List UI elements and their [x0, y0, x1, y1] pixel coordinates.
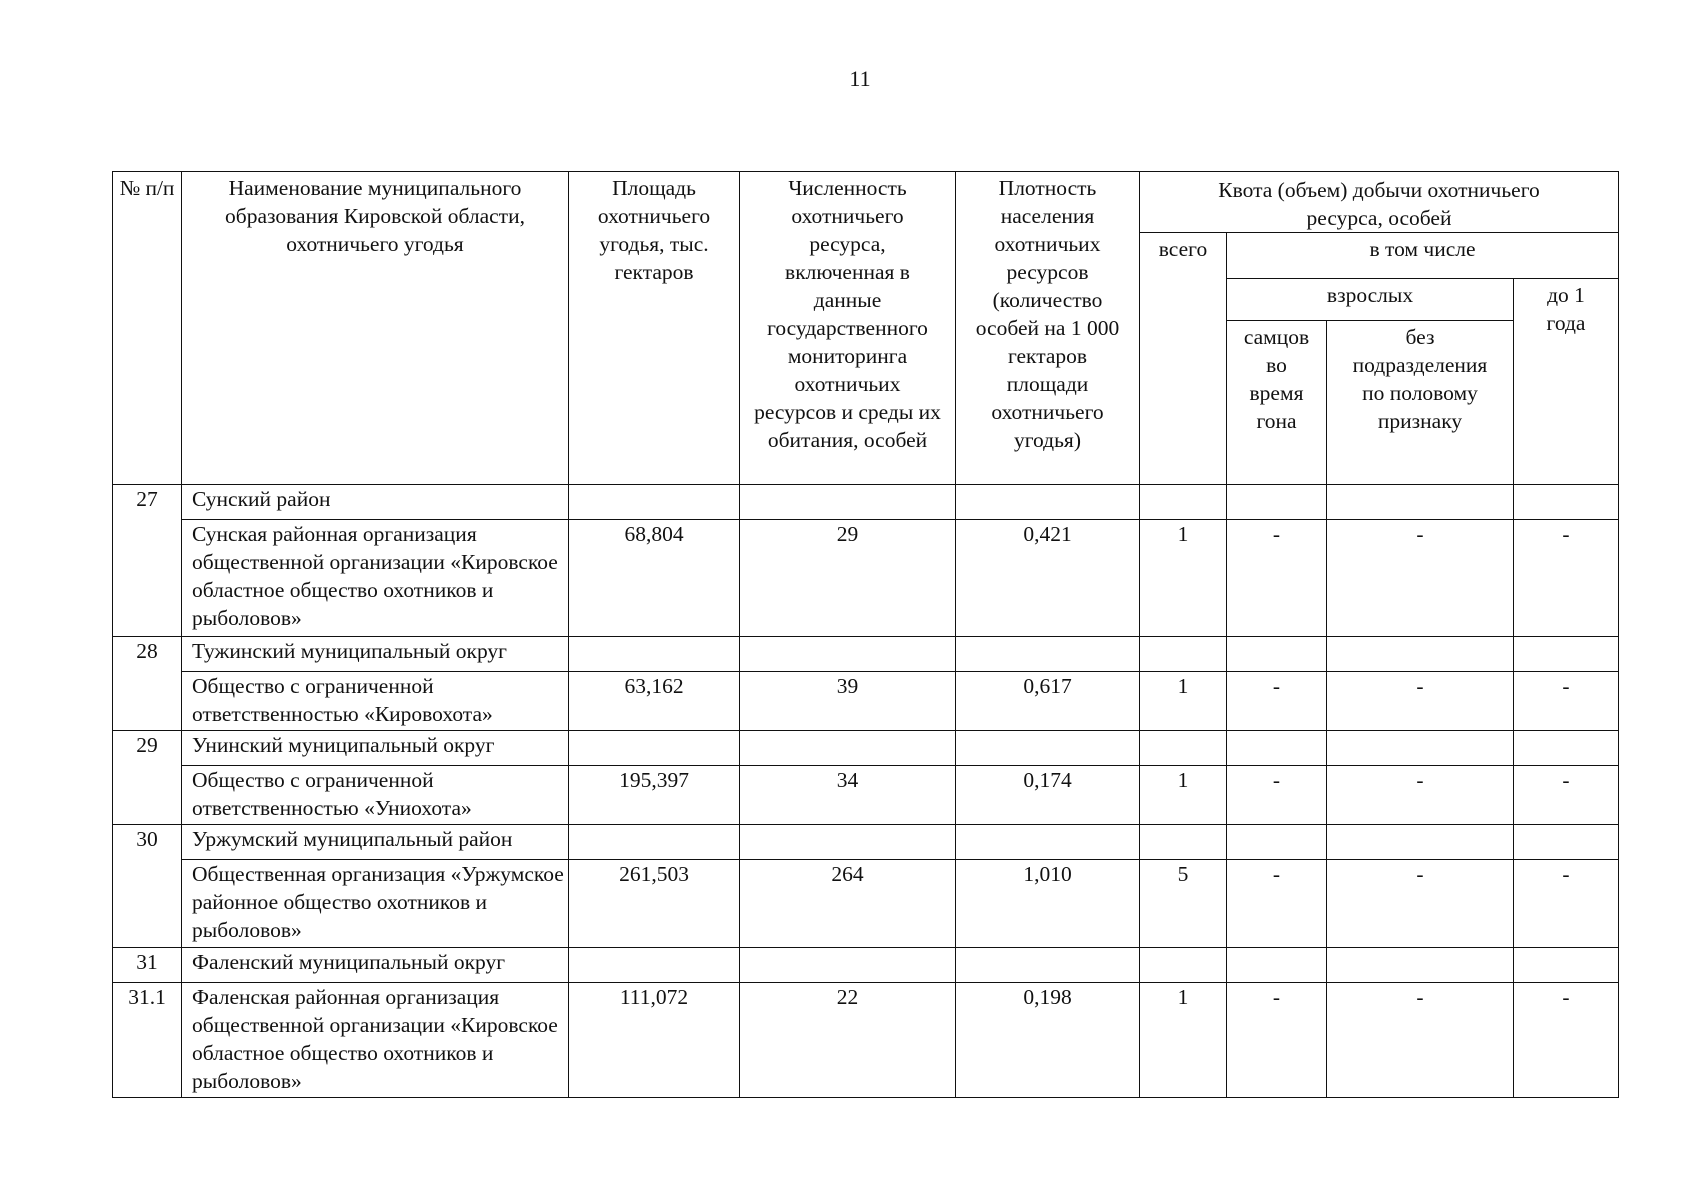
- area-value: 261,503: [569, 860, 740, 948]
- quota-total: 5: [1140, 860, 1227, 948]
- organization-name: Фаленская районная организация общественной организации «Кировское областное общество охотников и рыболовов»: [182, 983, 569, 1098]
- count-value: 39: [740, 672, 956, 731]
- organization-name: Общественная организация «Уржумское районное общество охотников и рыболовов»: [182, 860, 569, 948]
- area-value: 63,162: [569, 672, 740, 731]
- quota-total: 1: [1140, 983, 1227, 1098]
- quota-total: 1: [1140, 520, 1227, 637]
- row-num: 28: [113, 637, 182, 731]
- header-area: Площадь охотничьего угодья, тыс. гектаров: [569, 172, 740, 485]
- density-value: 0,198: [956, 983, 1140, 1098]
- quota-under1: -: [1514, 983, 1619, 1098]
- quota-under1: -: [1514, 766, 1619, 825]
- organization-name: Сунская районная организация общественной организации «Кировское областное общество охотников и рыболовов»: [182, 520, 569, 637]
- quota-nosex: -: [1327, 766, 1514, 825]
- density-value: 0,617: [956, 672, 1140, 731]
- density-value: 0,174: [956, 766, 1140, 825]
- table-row: [113, 520, 1619, 637]
- quota-nosex: -: [1327, 860, 1514, 948]
- table-row: [113, 983, 1619, 1098]
- table-row: [113, 825, 1619, 860]
- quota-males: -: [1227, 860, 1327, 948]
- header-num: № п/п: [113, 172, 182, 485]
- header-quota: Квота (объем) добычи охотничьего ресурса, особей: [1140, 172, 1619, 233]
- area-value: 68,804: [569, 520, 740, 637]
- header-name: Наименование муниципального образования Кировской области, охотничьего угодья: [182, 172, 569, 485]
- quota-males: -: [1227, 520, 1327, 637]
- row-num: 30: [113, 825, 182, 948]
- district-name: Унинский муниципальный округ: [182, 731, 569, 766]
- table-row: [113, 485, 1619, 520]
- district-name: Фаленский муниципальный округ: [182, 948, 569, 983]
- count-value: 22: [740, 983, 956, 1098]
- header-count: Численность охотничьего ресурса, включенная в данные государственного мониторинга охотничьих ресурсов и среды их обитания, особей: [740, 172, 956, 485]
- count-value: 264: [740, 860, 956, 948]
- quota-males: -: [1227, 766, 1327, 825]
- area-value: 195,397: [569, 766, 740, 825]
- quota-nosex: -: [1327, 983, 1514, 1098]
- table-row: [113, 672, 1619, 731]
- quota-males: -: [1227, 983, 1327, 1098]
- quota-nosex: -: [1327, 520, 1514, 637]
- organization-name: Общество с ограниченной ответственностью «Униохота»: [182, 766, 569, 825]
- row-num: 31.1: [113, 983, 182, 1098]
- organization-name: Общество с ограниченной ответственностью «Кировохота»: [182, 672, 569, 731]
- district-name: Тужинский муниципальный округ: [182, 637, 569, 672]
- hunting-quota-table: [112, 171, 1619, 1098]
- density-value: 0,421: [956, 520, 1140, 637]
- quota-males: -: [1227, 672, 1327, 731]
- area-value: 111,072: [569, 983, 740, 1098]
- table-row: [113, 637, 1619, 672]
- table-row: [113, 731, 1619, 766]
- quota-under1: -: [1514, 520, 1619, 637]
- density-value: 1,010: [956, 860, 1140, 948]
- header-total: всего: [1140, 233, 1227, 485]
- header-including: в том числе: [1227, 233, 1619, 279]
- count-value: 34: [740, 766, 956, 825]
- header-no-sex-division: без подразделения по половому признаку: [1327, 321, 1514, 485]
- count-value: 29: [740, 520, 956, 637]
- header-density: Плотность населения охотничьих ресурсов (количество особей на 1 000 гектаров площади охотничьего угодья): [956, 172, 1140, 485]
- header-males-rut: самцов во время гона: [1227, 321, 1327, 485]
- table-row: [113, 948, 1619, 983]
- quota-nosex: -: [1327, 672, 1514, 731]
- table-row: [113, 860, 1619, 948]
- row-num: 31: [113, 948, 182, 983]
- row-num: 29: [113, 731, 182, 825]
- quota-total: 1: [1140, 672, 1227, 731]
- page-number: 11: [849, 66, 871, 91]
- quota-under1: -: [1514, 860, 1619, 948]
- district-name: Сунский район: [182, 485, 569, 520]
- header-under-1-year: до 1 года: [1514, 279, 1619, 485]
- quota-under1: -: [1514, 672, 1619, 731]
- quota-total: 1: [1140, 766, 1227, 825]
- district-name: Уржумский муниципальный район: [182, 825, 569, 860]
- row-num: 27: [113, 485, 182, 637]
- table-row: [113, 766, 1619, 825]
- header-adults: взрослых: [1227, 279, 1514, 321]
